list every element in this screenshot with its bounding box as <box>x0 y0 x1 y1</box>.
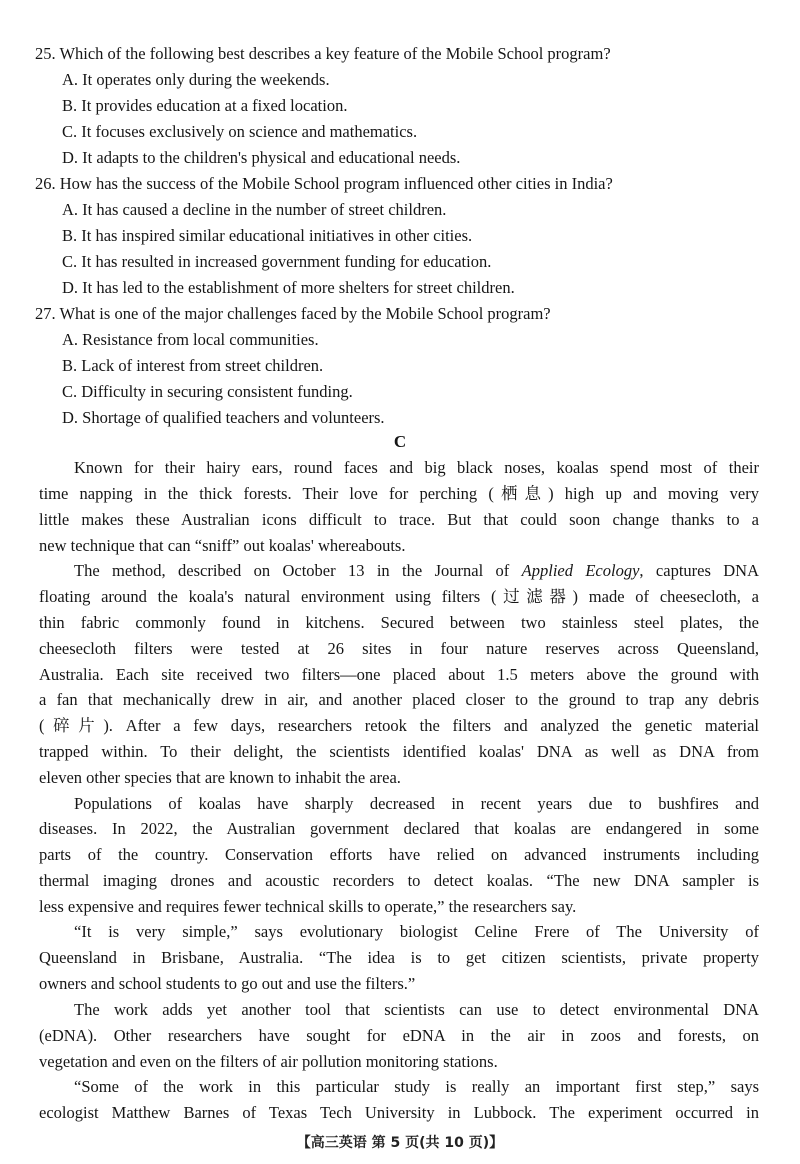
passage-line: new technique that can “sniff” out koalas' whereabouts. <box>39 536 406 555</box>
passage-text: , captures DNA <box>639 561 760 580</box>
passage-line: diseases. In 2022, the Australian government declared that koalas are endangered in some <box>39 819 759 838</box>
passage-line: Queensland in Brisbane, Australia. “The idea is to get citizen scientists, private property <box>39 948 759 967</box>
question-25-option-d[interactable]: D. It adapts to the children's physical and educational needs. <box>62 148 461 167</box>
question-number: 27. <box>35 304 56 323</box>
passage-text: The method, described on October 13 in the Journal of <box>74 561 510 580</box>
question-number: 25. <box>35 44 56 63</box>
question-26-option-b[interactable]: B. It has inspired similar educational initiatives in other cities. <box>62 226 473 245</box>
passage-line: time napping in the thick forests. Their love for perching (栖息) high up and moving very <box>39 484 759 503</box>
question-text: Which of the following best describes a key feature of the Mobile School program? <box>59 44 611 63</box>
question-26-stem <box>35 174 613 194</box>
passage-line: “It is very simple,” says evolutionary biologist Celine Frere of The University of <box>74 922 759 941</box>
question-26-option-c[interactable]: C. It has resulted in increased government funding for education. <box>62 252 492 271</box>
question-27-stem <box>35 304 551 324</box>
question-26-option-d[interactable]: D. It has led to the establishment of more shelters for street children. <box>62 278 515 297</box>
passage-line: thermal imaging drones and acoustic recorders to detect koalas. “The new DNA sampler is <box>39 871 759 890</box>
journal-title: Applied Ecology <box>521 561 640 580</box>
passage-line: less expensive and requires fewer technical skills to operate,” the researchers say. <box>39 897 577 916</box>
passage-line: The work adds yet another tool that scientists can use to detect environmental DNA <box>74 1000 759 1019</box>
passage-line: parts of the country. Conservation efforts have relied on advanced instruments including <box>39 845 759 864</box>
page-footer: 【高三英语 第 5 页(共 10 页)】 <box>296 1135 504 1151</box>
passage-line: a fan that mechanically drew in air, and another placed closer to the ground to trap any debris <box>39 690 759 709</box>
question-text: What is one of the major challenges faced by the Mobile School program? <box>59 304 551 323</box>
question-25-option-b[interactable]: B. It provides education at a fixed location. <box>62 96 348 115</box>
question-27-option-d[interactable]: D. Shortage of qualified teachers and volunteers. <box>62 408 385 427</box>
question-text: How has the success of the Mobile School program influenced other cities in India? <box>59 174 613 193</box>
passage-line: vegetation and even on the filters of air pollution monitoring stations. <box>39 1052 498 1071</box>
question-27-option-c[interactable]: C. Difficulty in securing consistent funding. <box>62 382 353 401</box>
passage-line: trapped within. To their delight, the scientists identified koalas' DNA as well as DNA from <box>39 742 759 761</box>
question-27-option-a[interactable]: A. Resistance from local communities. <box>62 330 319 349</box>
question-26-option-a[interactable]: A. It has caused a decline in the number of street children. <box>62 200 447 219</box>
question-27-option-b[interactable]: B. Lack of interest from street children. <box>62 356 324 375</box>
question-25-option-c[interactable]: C. It focuses exclusively on science and mathematics. <box>62 122 418 141</box>
passage-line: cheesecloth filters were tested at 26 sites in four nature reserves across Queensland, <box>39 639 759 658</box>
passage-line: little makes these Australian icons difficult to trace. But that could soon change thanks to a <box>39 510 759 529</box>
passage-line: ecologist Matthew Barnes of Texas Tech University in Lubbock. The experiment occurred in <box>39 1103 759 1122</box>
passage-line: Known for their hairy ears, round faces and big black noses, koalas spend most of their <box>74 458 759 477</box>
passage-line: “Some of the work in this particular study is really an important first step,” says <box>74 1077 759 1096</box>
passage-line: (eDNA). Other researchers have sought for eDNA in the air in zoos and forests, on <box>39 1026 759 1045</box>
question-25-option-a[interactable]: A. It operates only during the weekends. <box>62 70 330 89</box>
section-heading: C <box>393 432 407 451</box>
passage-line: eleven other species that are known to inhabit the area. <box>39 768 401 787</box>
passage-line: owners and school students to go out and use the filters.” <box>39 974 416 993</box>
passage-line: floating around the koala's natural environment using filters (过滤器) made of cheesecloth, a <box>39 587 759 606</box>
passage-line: Australia. Each site received two filters—one placed about 1.5 meters above the ground with <box>39 665 759 684</box>
passage-line: Populations of koalas have sharply decreased in recent years due to bushfires and <box>74 794 759 813</box>
passage-line: (碎片). After a few days, researchers retook the filters and analyzed the genetic material <box>39 716 759 735</box>
question-25-stem <box>35 44 611 64</box>
passage-line <box>74 561 759 581</box>
passage-line: thin fabric commonly found in kitchens. Secured between two stainless steel plates, the <box>39 613 759 632</box>
question-number: 26. <box>35 174 56 193</box>
